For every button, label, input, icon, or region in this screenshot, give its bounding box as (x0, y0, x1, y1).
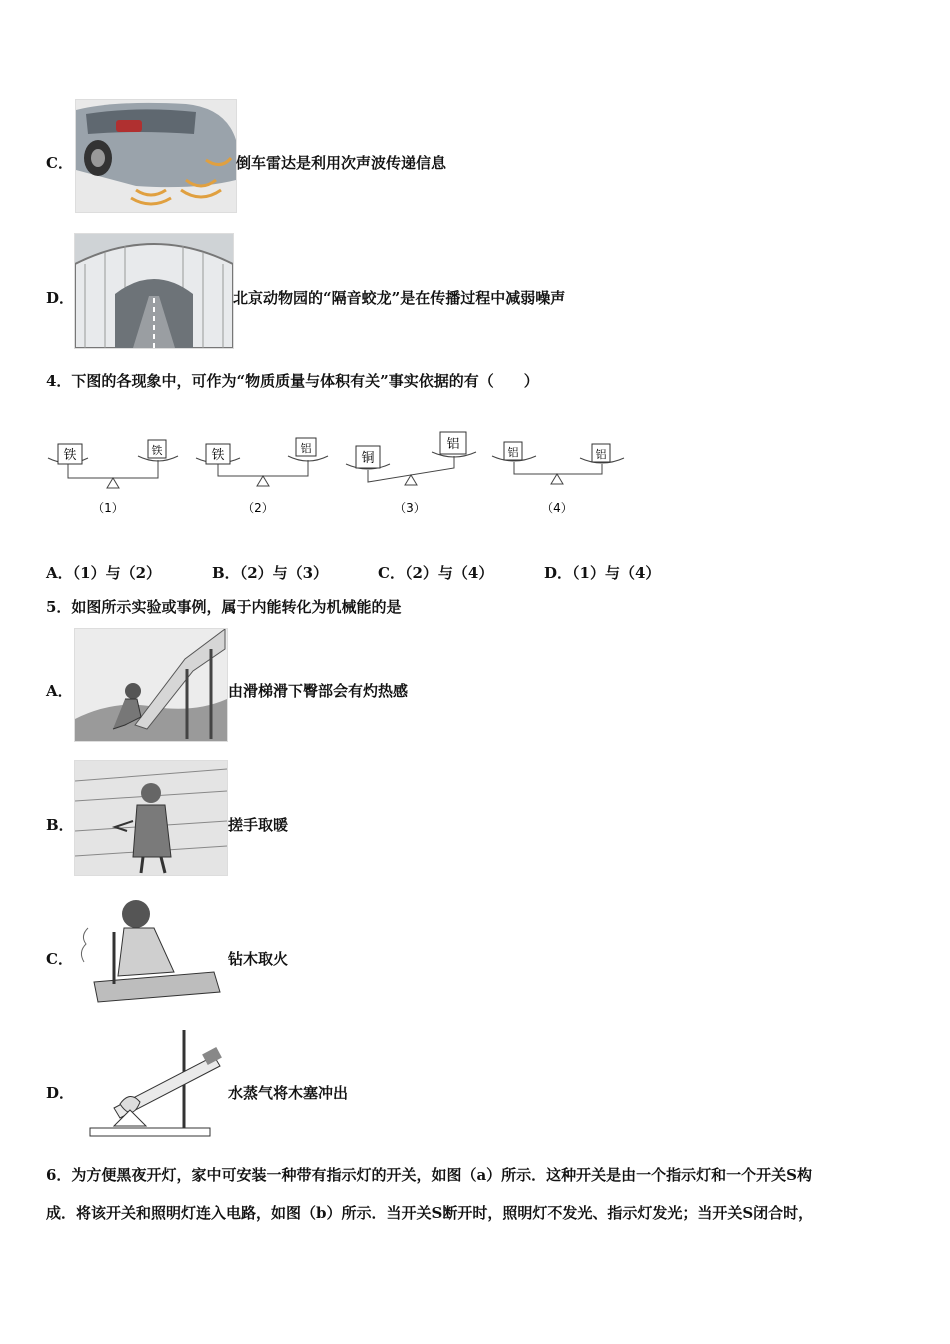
scale-3-left-label: 铜 (361, 451, 375, 466)
scale-1-right-label: 铁 (151, 444, 163, 457)
scale-2-caption: （2） (242, 501, 274, 515)
q4-choice-c[interactable]: C．（2）与（4） (378, 564, 494, 582)
slide-child-image (74, 628, 228, 742)
scale-4-caption: （4） (541, 501, 573, 515)
q5-option-c-letter: C． (46, 950, 73, 968)
scale-panel-2 (196, 438, 328, 515)
scale-panel-4 (492, 442, 624, 515)
rubbing-hands-image (74, 760, 228, 876)
q3-option-c-text: 倒车雷达是利用次声波传递信息 (236, 154, 447, 172)
q5-option-b-letter: B． (46, 816, 74, 834)
scale-4-left-label: 铝 (507, 446, 519, 459)
q4-stem: 4．下图的各现象中，可作为“物质质量与体积有关”事实依据的有（ ） (46, 372, 539, 390)
scale-2-left-label: 铁 (211, 448, 225, 463)
q5-stem: 5．如图所示实验或事例，属于内能转化为机械能的是 (46, 598, 402, 616)
q5-option-d-letter: D． (46, 1084, 75, 1102)
sound-barrier-tunnel-image (74, 233, 234, 349)
steam-test-tube-image (74, 1026, 226, 1140)
q5-option-c-text: 钻木取火 (228, 950, 289, 968)
scale-1-caption: （1） (92, 501, 124, 515)
q4-choice-b[interactable]: B．（2）与（3） (212, 564, 329, 582)
q5-option-d-text: 水蒸气将木塞冲出 (228, 1084, 349, 1102)
q6-line-1: 6．为方便黑夜开灯，家中可安装一种带有指示灯的开关，如图（a）所示．这种开关是由一个指示灯和一个开关S构 (46, 1166, 812, 1184)
scale-4-right-label: 铝 (595, 448, 607, 461)
balance-scales-figure (46, 428, 626, 520)
q5-option-b-text: 搓手取暖 (228, 816, 289, 834)
q4-choice-d[interactable]: D．（1）与（4） (544, 564, 661, 582)
q3-option-c-letter: C． (46, 154, 73, 172)
scale-panel-3 (346, 432, 476, 515)
q5-option-a-text: 由滑梯滑下臀部会有灼热感 (228, 682, 409, 700)
q6-line-2: 成．将该开关和照明灯连入电路，如图（b）所示．当开关S断开时，照明灯不发光、指示灯发光；当开关S闭合时， (46, 1204, 814, 1222)
q4-choice-a[interactable]: A．（1）与（2） (46, 564, 162, 582)
scale-2-right-label: 铝 (300, 442, 312, 455)
q3-option-d-letter: D． (46, 289, 75, 307)
scale-3-caption: （3） (394, 501, 426, 515)
drilling-wood-fire-image (74, 892, 226, 1006)
scale-panel-1 (48, 440, 178, 515)
q3-option-d-text: 北京动物园的“隔音蛟龙”是在传播过程中减弱噪声 (233, 289, 566, 307)
q5-option-a-letter: A． (46, 682, 73, 700)
scale-3-right-label: 铝 (446, 437, 460, 452)
scale-1-left-label: 铁 (63, 448, 77, 463)
car-reverse-radar-image (75, 99, 237, 213)
